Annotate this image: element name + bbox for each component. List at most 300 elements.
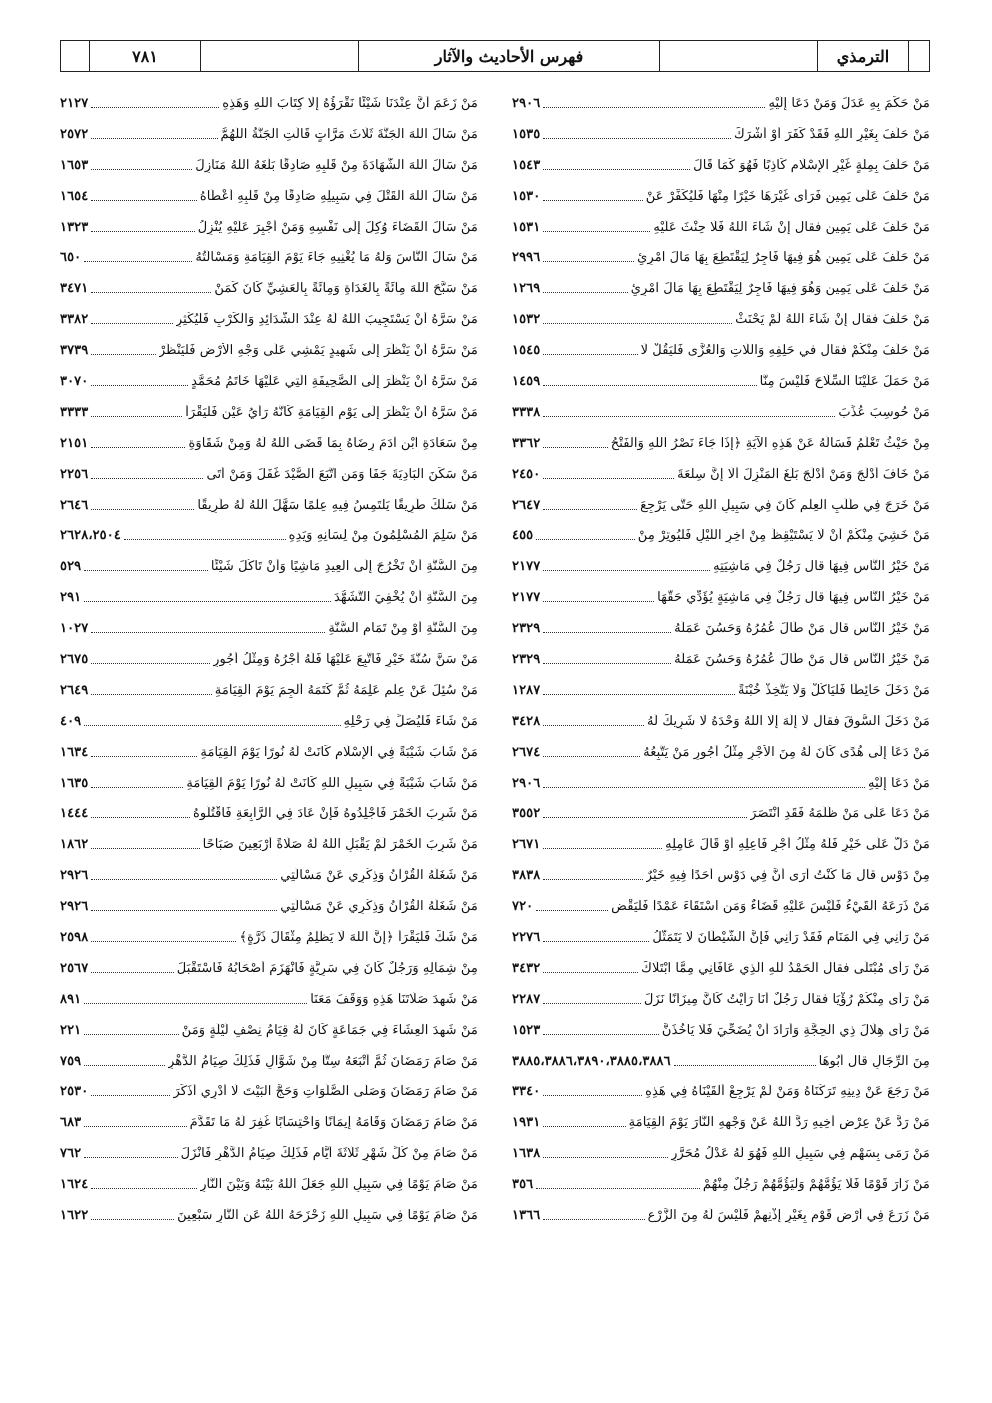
index-entry: [60, 428, 478, 459]
index-entry: [512, 1200, 930, 1231]
hadith-text: مَنْ سَأَلَ اللهَ الْجَنَّةَ ثَلَاثَ مَرَّاتٍ قَالَتِ الْجَنَّةُ اللَّهُمَّ: [220, 126, 478, 142]
hadith-text: مَنْ حَلَفَ عَلَى يَمِينٍ وَهُوَ فِيهَا فَاجِرٌ لِيَقْتَطِعَ بِهَا مَالَ امْرِئٍ: [630, 281, 930, 297]
index-entry: [512, 242, 930, 273]
index-entry: [60, 119, 478, 150]
index-entry: [512, 768, 930, 799]
hadith-text: مَنْ حَلَفَ بِمِلَّةٍ غَيْرِ الإِسْلَامِ كَاذِبًا فَهُوَ كَمَا قَالَ: [693, 157, 930, 173]
hadith-text: مَنْ دَعَا إِلَيْهِ: [868, 775, 930, 791]
hadith-text: مَنْ شَغَلَهُ الْقُرْآنُ وَذِكْرِي عَنْ مَسْأَلَتِي: [280, 899, 478, 915]
hadith-number: ٣٣٣٣: [60, 404, 89, 420]
hadith-text: مَنْ حَكَمَ بِهِ عَدَلَ وَمَنْ دَعَا إِلَيْهِ: [768, 95, 930, 111]
hadith-text: مَنْ شَكَّ فَلْيَقْرَأْ ﴿إِنَّ اللهَ لَا يَظْلِمُ مِثْقَالَ ذَرَّةٍ﴾: [239, 929, 478, 945]
dot-leader: [91, 871, 277, 880]
index-entry: [60, 1107, 478, 1138]
hadith-number: ١٤٥٩: [512, 373, 541, 389]
hadith-number: ٢١٧٧: [512, 590, 541, 606]
dot-leader: [543, 624, 671, 633]
hadith-number: ٢٥٧٢: [60, 126, 89, 142]
hadith-number: ٢٩٢٦: [60, 868, 89, 884]
index-entry: [60, 798, 478, 829]
hadith-text: مَنْ سَلَكَ طَرِيقًا يَلْتَمِسُ فِيهِ عِلْمًا سَهَّلَ اللهُ لَهُ طَرِيقًا: [197, 497, 478, 513]
dot-leader: [543, 995, 640, 1004]
hadith-number: ١٥٣٠: [512, 188, 541, 204]
header-spacer-left: [201, 41, 359, 71]
hadith-number: ٣٧٣٩: [60, 343, 89, 359]
dot-leader: [84, 593, 331, 602]
index-entry: [512, 335, 930, 366]
hadith-text: مَنْ سَرَّهُ أَنْ يَسْتَجِيبَ اللهُ لَهُ عِنْدَ الشَّدَائِدِ وَالْكَرْبِ فَلْيُكْثِرِ: [175, 312, 478, 328]
hadith-number: ١٣٢٣: [60, 219, 89, 235]
hadith-text: مِنْ حَيْثُ تَعْلَمُ فَسَأَلَهُ عَنْ هَذِهِ الآيَةِ ﴿إِذَا جَاءَ نَصْرُ اللهِ وَالْفَتْحُ: [610, 435, 930, 451]
hadith-number: ١٢٨٧: [512, 682, 541, 698]
hadith-number: ١٠٢٧: [60, 621, 89, 637]
dot-leader: [543, 99, 765, 108]
hadith-number: ٢٦٤٦: [60, 497, 89, 513]
dot-leader: [84, 1026, 178, 1035]
index-entry: [512, 1077, 930, 1108]
hadith-number: ١٥٤٣: [512, 157, 541, 173]
dot-leader: [543, 192, 642, 201]
hadith-text: مَنْ صَامَ يَوْمًا فِي سَبِيلِ اللهِ جَعَلَ اللهُ بَيْنَهُ وَبَيْنَ النَّارِ: [200, 1177, 478, 1193]
index-entry: [512, 459, 930, 490]
dot-leader: [543, 253, 634, 262]
dot-leader: [543, 1026, 659, 1035]
hadith-number: ٢٢٥٦: [60, 466, 89, 482]
dot-leader: [543, 964, 638, 973]
index-entry: [60, 613, 478, 644]
hadith-text: مَنْ صَامَ يَوْمًا فِي سَبِيلِ اللهِ زَحْزَحَهُ اللهُ عَنِ النَّارِ سَبْعِينَ: [177, 1208, 478, 1223]
hadith-number: ٤٥٥: [512, 528, 534, 544]
index-entry: [512, 119, 930, 150]
dot-leader: [543, 686, 735, 695]
hadith-number: ٢٤٥٠: [512, 466, 541, 482]
index-columns: [60, 88, 930, 1231]
hadith-number: ٧٢٠: [512, 899, 534, 915]
hadith-number: ١٥٤٥: [512, 343, 541, 359]
hadith-text: مَنْ سَأَلَ الْقَضَاءَ وُكِلَ إِلَى نَفْسِهِ وَمَنْ أُجْبِرَ عَلَيْهِ يُنْزِلُ: [197, 219, 478, 235]
index-entry: [512, 644, 930, 675]
index-entry: [60, 582, 478, 613]
hadith-text: مَنْ سَرَّهُ أَنْ يَنْظُرَ إِلَى يَوْمِ الْقِيَامَةِ كَأَنَّهُ رَأْيُ عَيْنٍ فَلْيَقْرَأْ: [185, 404, 478, 420]
right-column: [512, 88, 930, 1231]
dot-leader: [543, 346, 637, 355]
dot-leader: [543, 161, 690, 170]
index-entry: [60, 1015, 478, 1046]
hadith-text: مَنْ سَأَلَ اللهَ الْقَتْلَ فِي سَبِيلِهِ صَادِقًا مِنْ قَلْبِهِ أَعْطَاهُ: [199, 188, 478, 204]
hadith-text: مِنَ السُّنَّةِ أَوْ مِنْ تَمَامِ السُّنَّةِ: [328, 621, 478, 637]
hadith-number: ٢١٧٧: [512, 559, 541, 575]
hadith-number: ٣٤٣٢: [512, 960, 541, 976]
hadith-number: ٢٦٤٩: [60, 682, 89, 698]
dot-leader: [543, 130, 731, 139]
hadith-text: مَنْ خَيْرُ النَّاسِ فِيهَا قال رَجُلٌ فِي مَاشِيَةٍ يُؤَدِّي حَقَّهَا: [657, 590, 930, 606]
hadith-text: مَنْ صَامَ مِنْ كُلِّ شَهْرٍ ثَلَاثَةَ أَيَّامٍ فَذَلِكَ صِيَامُ الدَّهْرِ فَأَنْزَلَ: [180, 1146, 478, 1162]
index-entry: [60, 1138, 478, 1169]
dot-leader: [91, 624, 325, 633]
dot-leader: [536, 531, 635, 540]
hadith-number: ٢٦٧١: [512, 837, 541, 853]
hadith-number: ٢٥٣٠: [60, 1084, 89, 1100]
hadith-text: مَنْ شَهِدَ الْعِشَاءَ فِي جَمَاعَةٍ كَانَ لَهُ قِيَامُ نِصْفِ لَيْلَةٍ وَمَنْ: [181, 1022, 478, 1038]
dot-leader: [91, 655, 210, 664]
hadith-number: ١٦٣٨: [512, 1146, 541, 1162]
index-entry: [512, 397, 930, 428]
index-entry: [60, 1169, 478, 1200]
hadith-text: مِنْ شِمَالِهِ وَرَجُلٌ كَانَ فِي سَرِيَّةٍ فَانْهَزَمَ أَصْحَابُهُ فَاسْتَقْبَلَ: [176, 960, 478, 976]
hadith-text: مَنْ شَغَلَهُ الْقُرْآنُ وَذِكْرِي عَنْ مَسْأَلَتِي: [280, 868, 478, 884]
dot-leader: [91, 470, 203, 479]
index-entry: [60, 706, 478, 737]
hadith-number: ٣٨٣٨: [512, 868, 541, 884]
dot-leader: [543, 779, 865, 788]
dot-leader: [543, 933, 649, 942]
index-entry: [512, 181, 930, 212]
hadith-number: ١٦٥٣: [60, 157, 89, 173]
hadith-text: مَنْ سُئِلَ عَنْ عِلْمٍ عَلِمَهُ ثُمَّ كَتَمَهُ أُلْجِمَ يَوْمَ الْقِيَامَةِ: [214, 682, 478, 698]
page-number: ٧٨١: [90, 41, 201, 71]
hadith-text: مَنْ سَكَنَ الْبَادِيَةَ جَفَا وَمَنِ اتَّبَعَ الصَّيْدَ غَفَلَ وَمَنْ أَتَى: [206, 466, 478, 482]
dot-leader: [91, 192, 196, 201]
hadith-number: ١٦٣٥: [60, 775, 89, 791]
hadith-text: مَنْ دَخَلَ السُّوقَ فقال لَا إِلَهَ إِلَّا اللهُ وَحْدَهُ لَا شَرِيكَ لَهُ: [647, 713, 930, 729]
index-entry: [60, 88, 478, 119]
index-entry: [512, 1107, 930, 1138]
index-entry: [60, 644, 478, 675]
dot-leader: [91, 408, 182, 417]
index-entry: [512, 490, 930, 521]
hadith-number: ٢٩٠٦: [512, 95, 541, 111]
dot-leader: [91, 501, 194, 510]
index-entry: [60, 675, 478, 706]
hadith-text: مَنْ خَيْرُ النَّاسِ فِيهَا قال رَجُلٌ فِي مَاشِيَتِهِ: [713, 559, 930, 575]
hadith-number: ٢٥٦٧: [60, 960, 89, 976]
hadith-number: ١٨٦٢: [60, 837, 89, 853]
hadith-number: ٢٦٢٨،٢٥٠٤: [60, 528, 121, 544]
hadith-number: ٣٨٨٥،٣٨٨٦،٣٨٩٠،٣٨٨٥،٣٨٨٦: [512, 1053, 671, 1069]
index-entry: [512, 737, 930, 768]
dot-leader: [91, 686, 211, 695]
hadith-text: مَنْ ذَرَعَهُ الْقَيْءُ فَلَيْسَ عَلَيْهِ قَضَاءٌ وَمَنِ اسْتَقَاءَ عَمْدًا فَلْيَقْضِ: [611, 899, 930, 915]
index-entry: [60, 212, 478, 243]
hadith-number: ١٦٥٤: [60, 188, 89, 204]
hadith-number: ٢٩٩٦: [512, 250, 541, 266]
hadith-text: مَنْ خَافَ أَدْلَجَ وَمَنْ أَدْلَجَ بَلَغَ الْمَنْزِلَ أَلَا إِنَّ سِلْعَةَ: [677, 466, 930, 482]
hadith-number: ١٤٤٤: [60, 806, 89, 822]
dot-leader: [91, 902, 277, 911]
dot-leader: [543, 717, 644, 726]
index-entry: [60, 520, 478, 551]
dot-leader: [84, 717, 340, 726]
hadith-number: ٢٩٢٦: [60, 899, 89, 915]
dot-leader: [124, 531, 286, 540]
index-entry: [60, 273, 478, 304]
dot-leader: [91, 1180, 197, 1189]
hadith-number: ٢٣٢٩: [512, 651, 541, 667]
hadith-text: مِنْ سَعَادَةِ ابْنِ آدَمَ رِضَاهُ بِمَا قَضَى اللهُ لَهُ وَمِنْ شَقَاوَةِ: [188, 435, 478, 451]
index-entry: [512, 1138, 930, 1169]
hadith-text: مَنْ شَابَ شَيْبَةً فِي الإِسْلَامِ كَانَتْ لَهُ نُورًا يَوْمَ الْقِيَامَةِ: [200, 744, 478, 760]
dot-leader: [543, 284, 627, 293]
index-entry: [512, 520, 930, 551]
index-entry: [60, 242, 478, 273]
hadith-number: ٢٥٩٨: [60, 929, 89, 945]
header-blank-cell-right: [909, 41, 929, 71]
dot-leader: [543, 315, 732, 324]
hadith-text: مَنْ شَاءَ فَلْيُصَلِّ فِي رَحْلِهِ: [343, 713, 478, 729]
hadith-text: مَنْ رَمَى بِسَهْمٍ فِي سَبِيلِ اللهِ فَهُوَ لَهُ عَدْلُ مُحَرَّرٍ: [671, 1146, 930, 1162]
dot-leader: [536, 902, 608, 911]
index-entry: [60, 150, 478, 181]
hadith-text: مَنْ خَشِيَ مِنْكُمْ أَنْ لَا يَسْتَيْقِظَ مِنْ آخِرِ اللَّيْلِ فَلْيُوتِرْ مِنْ: [637, 528, 930, 544]
hadith-text: مَنْ صَامَ رَمَضَانَ وَصَلَّى الصَّلَوَاتِ وَحَجَّ الْبَيْتَ لَا أَدْرِي أَذَكَرَ: [173, 1084, 478, 1100]
dot-leader: [543, 562, 710, 571]
dot-leader: [91, 840, 199, 849]
hadith-number: ٢٣٢٩: [512, 621, 541, 637]
hadith-text: مَنْ رَدَّ عَنْ عِرْضِ أَخِيهِ رَدَّ اللهُ عَنْ وَجْهِهِ النَّارَ يَوْمَ الْقِيَامَةِ: [628, 1115, 930, 1131]
hadith-text: مَنْ سَلِمَ الْمُسْلِمُونَ مِنْ لِسَانِهِ وَيَدِهِ: [288, 528, 478, 544]
hadith-text: مِنَ الرِّجَالِ قال أَبُوهَا: [818, 1053, 930, 1069]
hadith-text: مَنْ حُوسِبَ عُذِّبَ: [838, 404, 930, 420]
hadith-number: ٣٤٧١: [60, 281, 89, 297]
dot-leader: [543, 470, 674, 479]
dot-leader: [91, 1087, 170, 1096]
index-entry: [512, 304, 930, 335]
dot-leader: [543, 223, 650, 232]
index-entry: [512, 551, 930, 582]
hadith-text: مَنْ رَآنِي فِي الْمَنَامِ فَقَدْ رَآنِي فَإِنَّ الشَّيْطَانَ لَا يَتَمَثَّلُ: [652, 929, 930, 945]
dot-leader: [543, 1149, 668, 1158]
index-title: فهرس الأحاديث والآثار: [359, 41, 660, 71]
index-entry: [512, 860, 930, 891]
hadith-text: مَنْ رَأَى مِنْكُمْ رُؤْيَا فقال رَجُلٌ أَنَا رَأَيْتُ كَأَنَّ مِيزَانًا نَزَلَ: [643, 991, 930, 1007]
hadith-number: ٢١٢٧: [60, 95, 89, 111]
page-header: [60, 40, 930, 72]
left-column: [60, 88, 478, 1231]
hadith-number: ٢٦٧٤: [512, 744, 541, 760]
index-entry: [60, 1077, 478, 1108]
hadith-text: مَنْ خَيْرُ النَّاسِ قال مَنْ طَالَ عُمُرُهُ وَحَسُنَ عَمَلُهُ: [674, 651, 930, 667]
index-entry: [512, 273, 930, 304]
index-entry: [60, 891, 478, 922]
index-entry: [60, 304, 478, 335]
hadith-text: مِنْ دَوْسٍ قال مَا كُنْتُ أَرَى أَنَّ فِي دَوْسٍ أَحَدًا فِيهِ خَيْرٌ: [645, 868, 930, 884]
hadith-number: ١٥٢٣: [512, 1022, 541, 1038]
dot-leader: [536, 1180, 700, 1189]
hadith-text: مَنْ سَبَّحَ اللهَ مِائَةً بِالْغَدَاةِ وَمِائَةً بِالْعَشِيِّ كَانَ كَمَنْ: [214, 281, 478, 297]
index-entry: [60, 397, 478, 428]
hadith-number: ٣٣٤٠: [512, 1084, 541, 1100]
hadith-number: ٦٨٣: [60, 1115, 82, 1131]
hadith-number: ١٣٦٦: [512, 1208, 541, 1223]
hadith-text: مَنْ رَجَعَ عَنْ دِينِهِ تَرَكْنَاهُ وَمَنْ لَمْ يَرْجِعْ أَلْقَيْنَاهُ فِي هَذِهِ: [645, 1084, 930, 1100]
hadith-text: مَنْ خَيْرُ النَّاسِ قال مَنْ طَالَ عُمُرُهُ وَحَسُنَ عَمَلُهُ: [674, 621, 930, 637]
dot-leader: [84, 253, 192, 262]
hadith-text: مِنَ السُّنَّةِ أَنْ تَخْرُجَ إِلَى الْعِيدِ مَاشِيًا وَأَنْ تَأْكُلَ شَيْئًا: [210, 559, 478, 575]
hadith-text: مَنْ حَلَفَ عَلَى يَمِينٍ فقال إِنْ شَاءَ اللهُ فَلَا حِنْثَ عَلَيْهِ: [653, 219, 930, 235]
dot-leader: [543, 655, 671, 664]
dot-leader: [543, 377, 756, 386]
hadith-text: مَنْ دَعَا عَلَى مَنْ ظَلَمَهُ فَقَدِ انْتَصَرَ: [750, 806, 930, 822]
hadith-number: ١٥٣٥: [512, 126, 541, 142]
book-name: الترمذي: [818, 41, 909, 71]
hadith-text: مَنْ رَأَى مُبْتَلًى فقال الْحَمْدُ للهِ الَّذِي عَافَانِي مِمَّا ابْتَلَاكَ: [641, 960, 930, 976]
dot-leader: [543, 593, 654, 602]
hadith-number: ٧٦٢: [60, 1146, 82, 1162]
dot-leader: [543, 1087, 642, 1096]
index-entry: [512, 1046, 930, 1077]
hadith-text: مَنْ حَلَفَ فقال إِنْ شَاءَ اللهُ لَمْ يَحْنَثْ: [735, 312, 930, 328]
dot-leader: [543, 809, 747, 818]
hadith-text: مَنْ حَلَفَ مِنْكُمْ فقال في حَلِفِهِ وَاللَّاتِ وَالْعُزَّى فَلْيَقُلْ لَا: [640, 343, 930, 359]
dot-leader: [91, 346, 156, 355]
hadith-number: ٢٢٨٧: [512, 991, 541, 1007]
index-entry: [512, 613, 930, 644]
dot-leader: [84, 1057, 165, 1066]
dot-leader: [91, 439, 185, 448]
index-entry: [60, 181, 478, 212]
index-entry: [512, 706, 930, 737]
hadith-text: مَنْ شَهِدَ صَلَاتَنَا هَذِهِ وَوَقَفَ مَعَنَا: [310, 991, 478, 1007]
hadith-text: مِنَ السُّنَّةِ أَنْ يُخْفِيَ التَّشَهُّدَ: [334, 590, 478, 606]
dot-leader: [543, 501, 637, 510]
hadith-number: ٤٠٩: [60, 713, 82, 729]
dot-leader: [91, 99, 219, 108]
hadith-text: مَنْ حَمَلَ عَلَيْنَا السِّلَاحَ فَلَيْسَ مِنَّا: [759, 373, 930, 389]
dot-leader: [91, 809, 190, 818]
dot-leader: [91, 748, 197, 757]
index-entry: [60, 335, 478, 366]
hadith-text: مَنْ شَرِبَ الْخَمْرَ فَاجْلِدُوهُ فَإِنْ عَادَ فِي الرَّابِعَةِ فَاقْتُلُوهُ: [193, 806, 478, 822]
dot-leader: [543, 871, 642, 880]
hadith-number: ١٥٣١: [512, 219, 541, 235]
dot-leader: [543, 439, 607, 448]
hadith-text: مَنْ سَأَلَ اللهَ الشَّهَادَةَ مِنْ قَلْبِهِ صَادِقًا بَلَّغَهُ اللهُ مَنَازِلَ: [195, 157, 478, 173]
index-entry: [512, 428, 930, 459]
hadith-number: ٥٢٩: [60, 559, 82, 575]
dot-leader: [84, 562, 208, 571]
hadith-number: ٣٥٦: [512, 1177, 534, 1193]
index-entry: [512, 984, 930, 1015]
dot-leader: [84, 995, 307, 1004]
hadith-text: مَنْ سَرَّهُ أَنْ يَنْظُرَ إِلَى الصَّحِيفَةِ الَّتِي عَلَيْهَا خَاتَمُ مُحَمَّدٍ: [191, 373, 478, 389]
hadith-number: ٢٩١: [60, 590, 82, 606]
index-entry: [60, 829, 478, 860]
dot-leader: [543, 408, 835, 417]
index-entry: [60, 984, 478, 1015]
index-entry: [512, 1015, 930, 1046]
dot-leader: [91, 130, 217, 139]
hadith-text: مَنْ شَرِبَ الْخَمْرَ لَمْ يَقْبَلِ اللهُ لَهُ صَلَاةً أَرْبَعِينَ صَبَاحًا: [202, 837, 478, 853]
hadith-number: ٣٣٣٨: [512, 404, 541, 420]
hadith-text: مَنْ حَلَفَ عَلَى يَمِينٍ هُوَ فِيهَا فَاجِرٌ لِيَقْتَطِعَ بِهَا مَالَ امْرِئٍ: [637, 250, 930, 266]
index-entry: [512, 891, 930, 922]
index-entry: [512, 366, 930, 397]
index-entry: [512, 582, 930, 613]
hadith-number: ١٦٢٤: [60, 1177, 89, 1193]
index-entry: [60, 1200, 478, 1231]
hadith-number: ٣٣٦٢: [512, 435, 541, 451]
hadith-text: مَنْ حَلَفَ بِغَيْرِ اللهِ فَقَدْ كَفَرَ أَوْ أَشْرَكَ: [733, 126, 930, 142]
hadith-number: ٧٥٩: [60, 1053, 82, 1069]
hadith-number: ٢٢١: [60, 1022, 82, 1038]
index-entry: [60, 551, 478, 582]
hadith-text: مَنْ زَارَ قَوْمًا فَلَا يَؤُمَّهُمْ وَلْيَؤُمَّهُمْ رَجُلٌ مِنْهُمْ: [702, 1177, 930, 1193]
hadith-number: ٣٣٨٢: [60, 312, 89, 328]
dot-leader: [91, 223, 194, 232]
index-entry: [60, 768, 478, 799]
hadith-number: ٣٥٥٢: [512, 806, 541, 822]
dot-leader: [91, 284, 211, 293]
hadith-number: ٣٤٢٨: [512, 713, 541, 729]
index-entry: [512, 150, 930, 181]
dot-leader: [91, 315, 173, 324]
hadith-text: مَنْ دَعَا إِلَى هُدًى كَانَ لَهُ مِنَ الأَجْرِ مِثْلُ أُجُورِ مَنْ يَتَّبِعُهُ: [643, 744, 930, 760]
hadith-number: ١٢٦٩: [512, 281, 541, 297]
index-entry: [60, 922, 478, 953]
index-entry: [512, 675, 930, 706]
index-page: [60, 40, 930, 1223]
dot-leader: [674, 1057, 816, 1066]
dot-leader: [91, 779, 183, 788]
hadith-text: مَنْ زَرَعَ فِي أَرْضِ قَوْمٍ بِغَيْرِ إِذْنِهِمْ فَلَيْسَ لَهُ مِنَ الزَّرْعِ: [647, 1208, 930, 1223]
hadith-text: مَنْ خَرَجَ فِي طَلَبِ الْعِلْمِ كَانَ فِي سَبِيلِ اللهِ حَتَّى يَرْجِعَ: [640, 497, 930, 513]
hadith-text: مَنْ دَلَّ عَلَى خَيْرٍ فَلَهُ مِثْلُ أَجْرِ فَاعِلِهِ أَوْ قَالَ عَامِلِهِ: [665, 837, 930, 853]
dot-leader: [543, 1211, 644, 1220]
index-entry: [60, 366, 478, 397]
index-entry: [60, 1046, 478, 1077]
hadith-text: مَنْ رَأَى هِلَالَ ذِي الْحِجَّةِ وَأَرَادَ أَنْ يُضَحِّيَ فَلَا يَأْخُذَنَّ: [661, 1022, 930, 1038]
dot-leader: [91, 161, 192, 170]
hadith-number: ٢١٥١: [60, 435, 89, 451]
hadith-text: مَنْ دَخَلَ حَائِطًا فَلْيَأْكُلْ وَلَا يَتَّخِذْ خُبْنَةً: [737, 682, 930, 698]
header-blank-cell-left: [61, 41, 90, 71]
hadith-number: ١٦٢٢: [60, 1208, 89, 1223]
dot-leader: [543, 748, 640, 757]
hadith-text: مَنْ سَأَلَ النَّاسَ وَلَهُ مَا يُغْنِيهِ جَاءَ يَوْمَ الْقِيَامَةِ وَمَسْأَلَتُهُ: [195, 250, 478, 266]
hadith-number: ١٦٣٤: [60, 744, 89, 760]
dot-leader: [543, 1118, 625, 1127]
index-entry: [60, 490, 478, 521]
index-entry: [512, 1169, 930, 1200]
index-entry: [512, 829, 930, 860]
index-entry: [60, 737, 478, 768]
hadith-number: ٢٦٧٥: [60, 651, 89, 667]
index-entry: [512, 798, 930, 829]
header-spacer-right: [660, 41, 818, 71]
index-entry: [60, 953, 478, 984]
hadith-number: ٢٦٤٧: [512, 497, 541, 513]
index-entry: [512, 88, 930, 119]
hadith-text: مَنْ شَابَ شَيْبَةً فِي سَبِيلِ اللهِ كَانَتْ لَهُ نُورًا يَوْمَ الْقِيَامَةِ: [186, 775, 478, 791]
dot-leader: [91, 1211, 174, 1220]
index-entry: [512, 212, 930, 243]
dot-leader: [91, 933, 236, 942]
hadith-number: ١٥٣٢: [512, 312, 541, 328]
hadith-text: مَنْ حَلَفَ عَلَى يَمِينٍ فَرَأَى غَيْرَهَا خَيْرًا مِنْهَا فَلْيُكَفِّرْ عَنْ: [645, 188, 930, 204]
hadith-number: ١٩٣١: [512, 1115, 541, 1131]
dot-leader: [91, 377, 188, 386]
dot-leader: [84, 1118, 186, 1127]
hadith-number: ٢٢٧٦: [512, 929, 541, 945]
dot-leader: [91, 964, 173, 973]
hadith-number: ٢٩٠٦: [512, 775, 541, 791]
hadith-text: مَنْ سَرَّهُ أَنْ يَنْظُرَ إِلَى شَهِيدٍ يَمْشِي عَلَى وَجْهِ الأَرْضِ فَلْيَنْظُرْ: [158, 343, 478, 359]
hadith-number: ٦٥٠: [60, 250, 82, 266]
hadith-text: مَنْ سَنَّ سُنَّةَ خَيْرٍ فَاتُّبِعَ عَلَيْهَا فَلَهُ أَجْرُهُ وَمِثْلُ أُجُورِ: [213, 651, 478, 667]
index-entry: [60, 459, 478, 490]
hadith-text: مَنْ صَامَ رَمَضَانَ ثُمَّ أَتْبَعَهُ سِتًّا مِنْ شَوَّالٍ فَذَلِكَ صِيَامُ الدَّهْرِ: [168, 1053, 478, 1069]
dot-leader: [84, 1149, 177, 1158]
